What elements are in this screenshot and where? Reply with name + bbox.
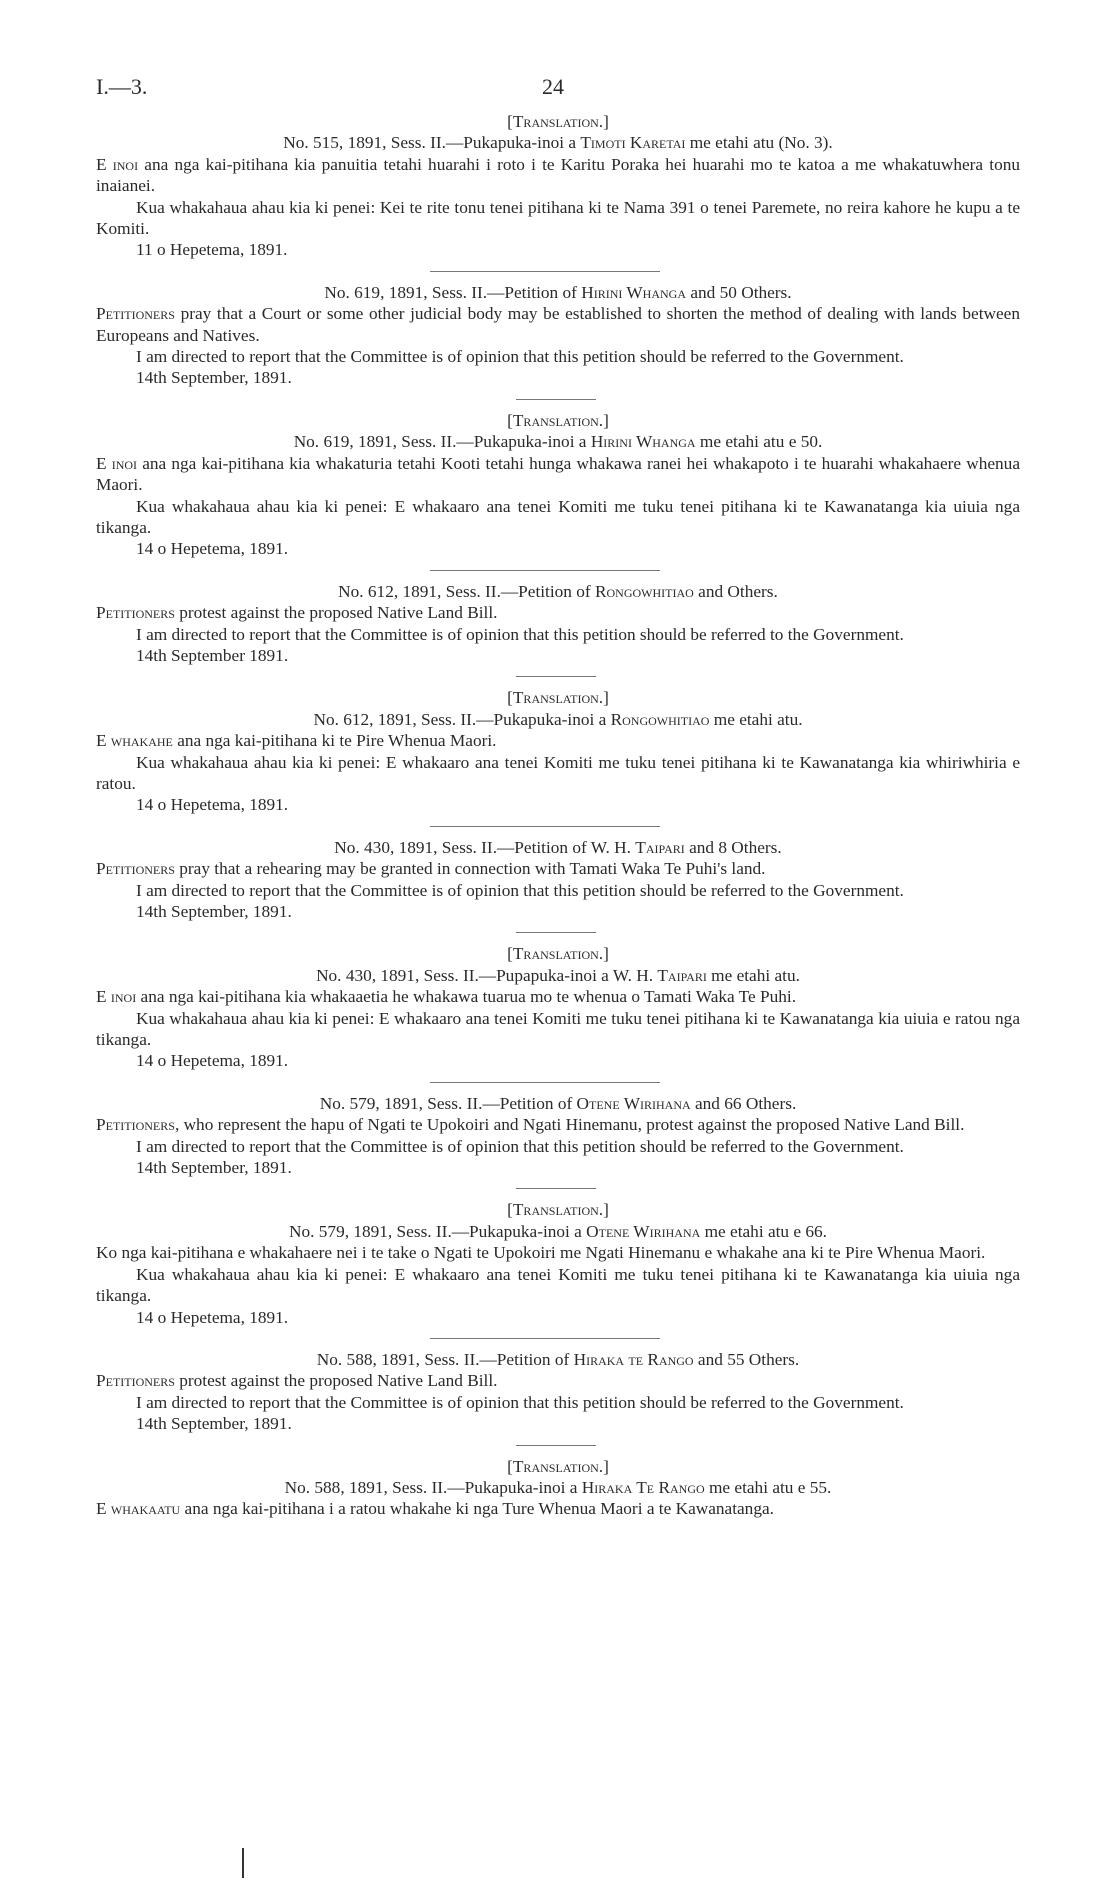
petitioner-name: Hirini Whanga xyxy=(590,432,696,452)
page-header xyxy=(96,74,1020,104)
committee-report: I am directed to report that the Committee is of opinion that this petition should be referred to the Government. xyxy=(136,880,904,900)
report-date: 14 o Hepetema, 1891. xyxy=(136,795,289,815)
section-divider xyxy=(430,271,660,272)
petition-title: No. 612, 1891, Sess. II.—Petition of Rongowhitiao and Others. xyxy=(338,581,778,601)
report-date: 14 o Hepetema, 1891. xyxy=(136,1051,289,1071)
petition-paragraph: Ko nga kai-pitihana e whakahaere nei i te take o Ngati te Upokoiri me Ngati Hinemanu e whakahe ana ki te Pire Whenua Maori. xyxy=(96,1243,986,1263)
committee-report: Kua whakahaua ahau kia ki penei: E whakaaro ana tenei Komiti me tuku tenei pitihana ki te Kawanatanga kia uiuia e ratou nga tikanga. xyxy=(96,1008,1020,1050)
committee-report: I am directed to report that the Committee is of opinion that this petition should be referred to the Government. xyxy=(136,624,904,644)
translation-label: [Translation.] xyxy=(507,112,609,131)
petition-paragraph: Petitioners pray that a Court or some other judicial body may be established to shorten the method of dealing with lands between Europeans and Natives. xyxy=(96,304,1020,345)
petition-title: No. 430, 1891, Sess. II.—Petition of W. H. Taipari and 8 Others. xyxy=(334,837,782,857)
translation-label: [Translation.] xyxy=(507,688,609,708)
report-date: 11 o Hepetema, 1891. xyxy=(136,240,288,260)
scan-mark xyxy=(242,1848,244,1878)
petition-title: No. 515, 1891, Sess. II.—Pukapuka-inoi a Timoti Karetai me etahi atu (No. 3). xyxy=(283,133,833,153)
petition-title: No. 588, 1891, Sess. II.—Pukapuka-inoi a Hiraka Te Rango me etahi atu e 55. xyxy=(284,1477,832,1497)
petitioner-name: Hiraka Te Rango xyxy=(581,1477,705,1497)
petition-paragraph: Petitioners pray that a rehearing may be granted in connection with Tamati Waka Te Puhi's land. xyxy=(96,859,766,879)
petition-title: No. 619, 1891, Sess. II.—Petition of Hirini Whanga and 50 Others. xyxy=(324,282,792,302)
translation-label: [Translation.] xyxy=(507,1456,609,1476)
report-date: 14th September, 1891. xyxy=(136,902,292,921)
section-divider xyxy=(430,826,660,827)
committee-report: I am directed to report that the Committee is of opinion that this petition should be referred to the Government. xyxy=(136,1136,904,1156)
petition-paragraph: E whakaatu ana nga kai-pitihana i a ratou whakahe ki nga Ture Whenua Maori a te Kawanatanga. xyxy=(96,1499,774,1519)
section-divider xyxy=(430,570,660,571)
petition-paragraph: E inoi ana nga kai-pitihana kia whakaturia tetahi Kooti tetahi hunga whakawa ranei hei whakapoto i te huarahi whakahaere whenua Maori. xyxy=(96,453,1020,495)
petitioner-name: Taipari xyxy=(657,965,707,985)
petition-title: No. 619, 1891, Sess. II.—Pukapuka-inoi a Hirini Whanga me etahi atu e 50. xyxy=(293,432,823,452)
petitioner-name: Rongowhitiao xyxy=(594,581,694,601)
petition-paragraph: Petitioners, who represent the hapu of Ngati te Upokoiri and Ngati Hinemanu, protest against the proposed Native Land Bill. xyxy=(96,1115,965,1135)
section-divider xyxy=(430,1338,660,1339)
petitioner-name: Hirini Whanga xyxy=(581,282,687,302)
section-divider xyxy=(516,676,596,677)
committee-report: Kua whakahaua ahau kia ki penei: E whakaaro ana tenei Komiti me tuku tenei pitihana ki te Kawanatanga kia uiuia nga tikanga. xyxy=(96,496,1020,537)
petition-paragraph: E inoi ana nga kai-pitihana kia whakaaetia he whakawa tuarua mo te whenua o Tamati Waka Te Puhi. xyxy=(96,987,797,1007)
document-reference: I.—3. xyxy=(96,74,148,99)
report-date: 14 o Hepetema, 1891. xyxy=(136,539,289,559)
committee-report: Kua whakahaua ahau kia ki penei: E whakaaro ana tenei Komiti me tuku tenei pitihana ki te Kawanatanga kia uiuia nga tikanga. xyxy=(96,1264,1020,1306)
section-divider xyxy=(430,1082,660,1083)
petitioner-name: Otene Wirihana xyxy=(586,1221,701,1241)
page-number: 24 xyxy=(542,74,564,99)
petition-paragraph: E whakahe ana nga kai-pitihana ki te Pire Whenua Maori. xyxy=(96,731,497,751)
petition-title: No. 588, 1891, Sess. II.—Petition of Hiraka te Rango and 55 Others. xyxy=(316,1349,800,1369)
committee-report: Kua whakahaua ahau kia ki penei: E whakaaro ana tenei Komiti me tuku tenei pitihana ki te Kawanatanga kia whiriwhiria e ratou. xyxy=(96,752,1020,793)
petitioner-name: Rongowhitiao xyxy=(610,709,710,729)
petition-title: No. 579, 1891, Sess. II.—Pukapuka-inoi a Otene Wirihana me etahi atu e 66. xyxy=(289,1221,827,1241)
translation-label: [Translation.] xyxy=(507,1200,609,1220)
section-divider xyxy=(516,1188,596,1189)
petition-paragraph: Petitioners protest against the proposed Native Land Bill. xyxy=(96,603,498,623)
report-date: 14th September, 1891. xyxy=(136,368,292,388)
report-date: 14th September, 1891. xyxy=(136,1414,292,1434)
petition-title: No. 430, 1891, Sess. II.—Pupapuka-inoi a W. H. Taipari me etahi atu. xyxy=(316,965,800,985)
translation-label: [Translation.] xyxy=(507,410,609,430)
committee-report: I am directed to report that the Committee is of opinion that this petition should be referred to the Government. xyxy=(136,347,904,367)
petitioner-name: Taipari xyxy=(635,837,685,857)
petitioner-name: Hiraka te Rango xyxy=(573,1349,694,1369)
petitioner-name: Otene Wirihana xyxy=(576,1093,691,1113)
petition-paragraph: E inoi ana nga kai-pitihana kia panuitia tetahi huarahi i roto i te Karitu Poraka hei huarahi mo te katoa a me whakatuwhera tonu inaianei. xyxy=(96,154,1020,196)
section-divider xyxy=(516,399,596,400)
report-date: 14th September, 1891. xyxy=(136,1158,292,1178)
report-date: 14th September 1891. xyxy=(136,645,289,665)
committee-report: I am directed to report that the Committee is of opinion that this petition should be referred to the Government. xyxy=(136,1392,904,1412)
petition-title: No. 579, 1891, Sess. II.—Petition of Otene Wirihana and 66 Others. xyxy=(319,1093,797,1113)
committee-report: Kua whakahaua ahau kia ki penei: Kei te rite tonu tenei pitihana ki te Nama 391 o tenei Paremete, no reira kahore he kupu a te Komiti. xyxy=(96,197,1020,239)
section-divider xyxy=(516,1445,596,1446)
page-content xyxy=(96,111,1020,1520)
report-date: 14 o Hepetema, 1891. xyxy=(136,1307,289,1327)
translation-label: [Translation.] xyxy=(507,944,609,964)
section-divider xyxy=(516,932,596,933)
petition-title: No. 612, 1891, Sess. II.—Pukapuka-inoi a Rongowhitiao me etahi atu. xyxy=(313,709,803,729)
petitioner-name: Timoti Karetai xyxy=(580,133,686,153)
petition-paragraph: Petitioners protest against the proposed Native Land Bill. xyxy=(96,1371,498,1391)
